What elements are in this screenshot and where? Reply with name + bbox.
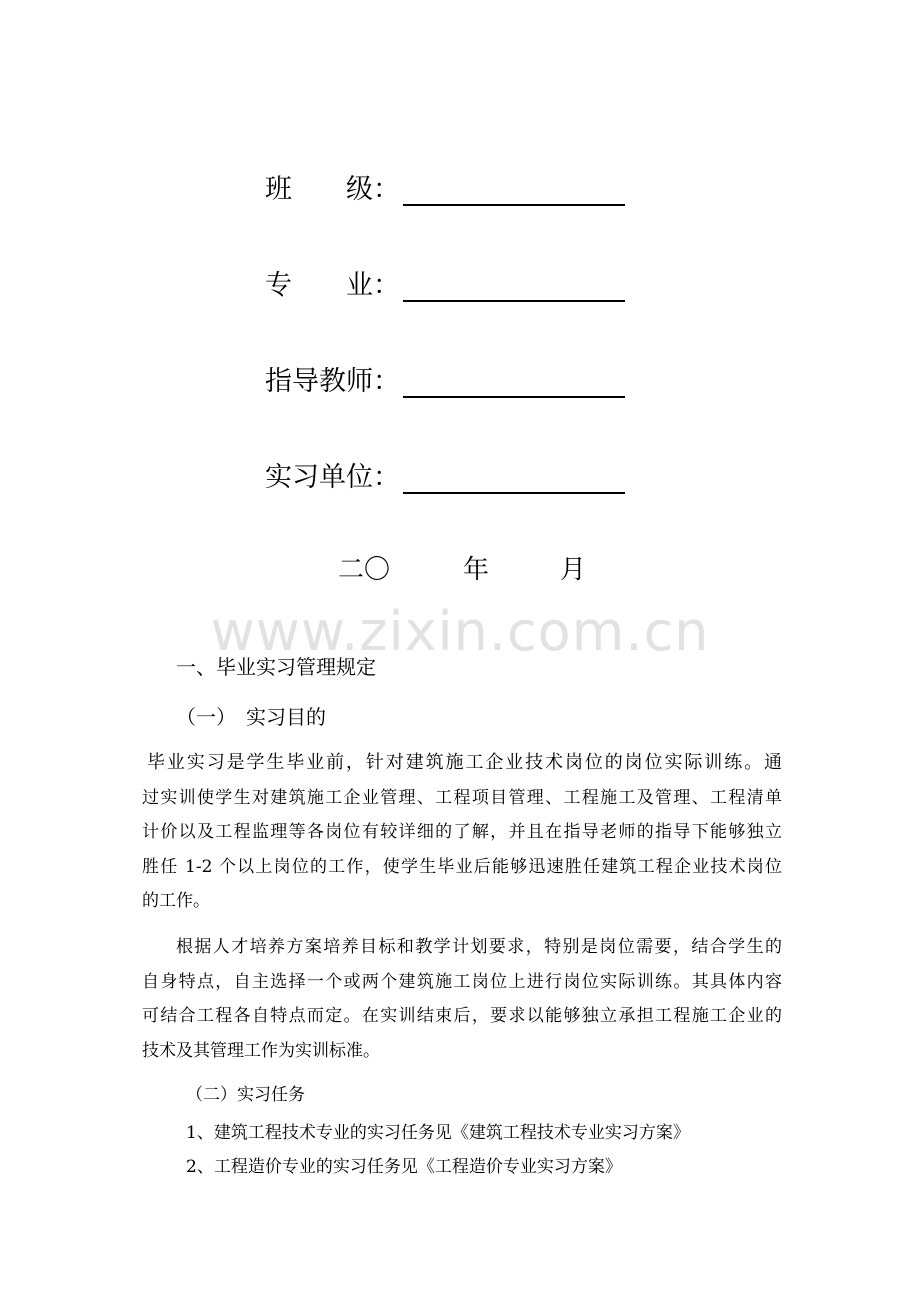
paragraph-line: 技术及其管理工作为实训标准。 [142, 1040, 380, 1061]
purpose-paragraph [142, 746, 782, 919]
class-blank-line [403, 174, 625, 206]
paragraph-line: 胜任 1-2 个以上岗位的工作，使学生毕业后能够迅速胜任建筑工程企业技术岗位 [142, 856, 782, 877]
internship-unit-field [265, 454, 625, 494]
paragraph-line: 的工作。 [142, 891, 210, 912]
major-field [265, 262, 625, 302]
date-year-label: 年 [463, 555, 490, 585]
task-item: 1、建筑工程技术专业的实习任务见《建筑工程技术专业实习方案》 [186, 1123, 690, 1143]
paragraph-line: 可结合工程各自特点而定。在实训结束后，要求以能够独立承担工程施工企业的 [142, 1006, 782, 1027]
advisor-blank-line [403, 366, 625, 398]
internship-unit-label: 实习单位： [265, 462, 400, 493]
subsection-title-tasks: （二）实习任务 [186, 1085, 305, 1105]
class-field [265, 166, 625, 206]
major-blank-line [403, 270, 625, 302]
advisor-field [265, 358, 625, 398]
internship-unit-blank-line [403, 462, 625, 494]
watermark: www.zixin.com.cn [210, 600, 710, 663]
class-label: 班 级： [265, 174, 400, 205]
major-label: 专 业： [265, 270, 400, 301]
task-item: 2、工程造价专业的实习任务见《工程造价专业实习方案》 [186, 1157, 622, 1177]
date-month-label: 月 [560, 555, 587, 585]
section-title: 一、毕业实习管理规定 [176, 655, 376, 679]
paragraph-line: 毕业实习是学生毕业前，针对建筑施工企业技术岗位的岗位实际训练。通 [147, 752, 782, 773]
date-line [0, 552, 920, 588]
paragraph-line: 过实训使学生对建筑施工企业管理、工程项目管理、工程施工及管理、工程清单 [142, 787, 782, 808]
paragraph-line: 计价以及工程监理等各岗位有较详细的了解，并且在指导老师的指导下能够独立 [142, 822, 782, 843]
advisor-label: 指导教师： [265, 366, 400, 397]
requirements-paragraph [142, 930, 782, 1068]
paragraph-line: 根据人才培养方案培养目标和教学计划要求，特别是岗位需要，结合学生的 [176, 937, 782, 957]
date-year-prefix: 二〇 [338, 555, 391, 585]
paragraph-line: 自身特点，自主选择一个或两个建筑施工岗位上进行岗位实际训练。其具体内容 [142, 971, 782, 992]
subsection-title-purpose: （一） 实习目的 [176, 705, 326, 729]
